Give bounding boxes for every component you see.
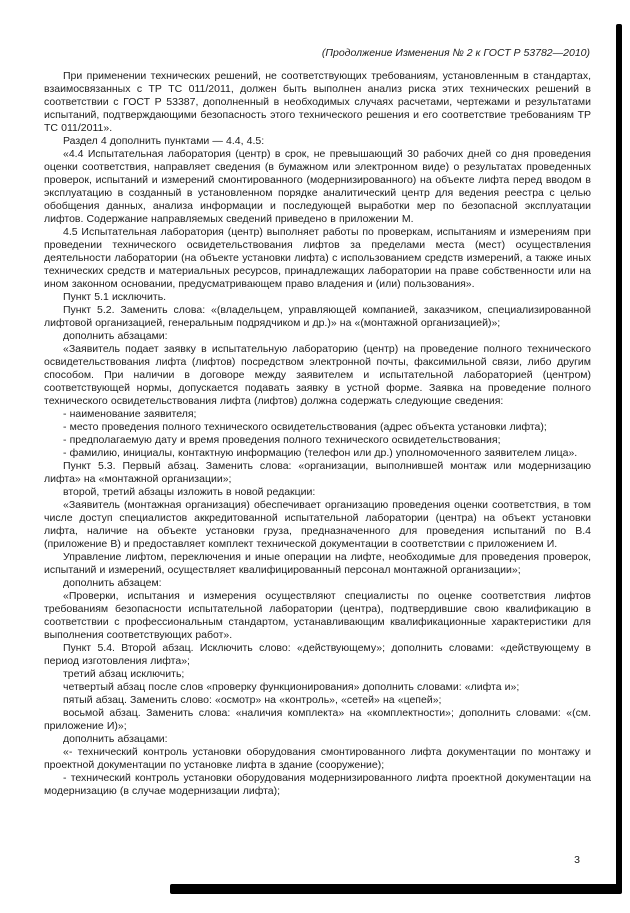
paragraph: Пункт 5.2. Заменить слова: «(владельцем, управляющей компанией, заказчиком, специализированной лифтовой организацией, генеральным подрядчиком и др.)» на «(монтажной организацией)»; bbox=[44, 304, 591, 329]
paragraph: дополнить абзацами: bbox=[63, 330, 168, 342]
paragraph: дополнить абзацем: bbox=[63, 577, 162, 589]
paragraph: Пункт 5.4. Второй абзац. Исключить слово: «действующему»; дополнить словами: «действующему в период изготовления лифта»; bbox=[44, 642, 591, 667]
paragraph: «Заявитель (монтажная организация) обеспечивает организацию проведения оценки соответствия, в том числе доступ специалистов аккредитованной испытательной лаборатории (центра) на объект установки лифта, наличие на объекте установки груза, предназначенного для проведения испытаний по В.4 (приложение В) и предоставляет комплект технической документации в соответствии с приложением И. bbox=[44, 499, 591, 550]
paragraph: Пункт 5.1 исключить. bbox=[63, 291, 167, 303]
page-number: 3 bbox=[574, 854, 580, 866]
paragraph: Раздел 4 дополнить пунктами — 4.4, 4.5: bbox=[63, 135, 265, 147]
paragraph: При применении технических решений, не соответствующих требованиям, установленным в стандартах, взаимосвязанных с ТР ТС 011/2011, должен быть выполнен анализ риска этих технических решений в соответствии с ГОСТ Р 53387, дополненный в необходимых случаях расчетами, чертежами и результатами испытаний, подтверждающими безопасность этого технического решения и его соответствие требованиям ТР ТС 011/2011». bbox=[44, 70, 591, 134]
document-body bbox=[44, 70, 591, 798]
scan-artifact-right-edge bbox=[616, 24, 622, 890]
scan-artifact-bottom-edge bbox=[170, 884, 622, 894]
paragraph: четвертый абзац после слов «проверку функционирования» дополнить словами: «лифта и»; bbox=[63, 681, 520, 693]
paragraph: Управление лифтом, переключения и иные операции на лифте, необходимые для проведения проверок, испытаний и измерений, осуществляет квалифицированный персонал монтажной организации»; bbox=[44, 551, 591, 576]
paragraph: - фамилию, инициалы, контактную информацию (телефон или др.) уполномоченного заявителем лица». bbox=[63, 447, 578, 459]
paragraph: «4.4 Испытательная лаборатория (центр) в срок, не превышающий 30 рабочих дней со дня проведения оценки соответствия, направляет сведения (в бумажном или электронном виде) о результатах проведенных проверок, испытаний и измерений смонтированного (модернизированного) на объекте лифта перед вводом в эксплуатацию в созданный в установленном порядке аналитический центр для ведения реестра с целью обобщения данных, анализа информации и последующей выработки мер по безопасной эксплуатации лифтов. Содержание направляемых сведений приведено в приложении М. bbox=[44, 148, 591, 225]
paragraph: второй, третий абзацы изложить в новой редакции: bbox=[63, 486, 316, 498]
paragraph: восьмой абзац. Заменить слова: «наличия комплекта» на «комплектности»; дополнить словами: «(см. приложение И)»; bbox=[44, 707, 591, 732]
paragraph: - технический контроль установки оборудования модернизированного лифта проектной документации на модернизацию (в случае модернизации лифта); bbox=[44, 772, 591, 797]
paragraph: дополнить абзацами: bbox=[63, 733, 168, 745]
paragraph: «Заявитель подает заявку в испытательную лабораторию (центр) на проведение полного технического освидетельствования лифта (лифтов) посредством электронной почты, факсимильной связи, либо другим способом. При наличии в договоре между заявителем и испытательной лабораторией (центром) соответствующей нормы, допускается подавать заявку в устной форме. Заявка на проведение полного технического освидетельствования лифта (лифтов) должна содержать следующие сведения: bbox=[44, 343, 591, 407]
paragraph: «- технический контроль установки оборудования смонтированного лифта документации по монтажу и проектной документации по установке лифта в здание (сооружение); bbox=[44, 746, 591, 771]
paragraph: «Проверки, испытания и измерения осуществляют специалисты по оценке соответствия лифтов требованиям безопасности испытательной лаборатории (центра), подтвердившие свою квалификацию в соответствии с профессиональным стандартом, устанавливающим квалификационные характеристики для выполнения соответствующих работ». bbox=[44, 590, 591, 641]
paragraph: третий абзац исключить; bbox=[63, 668, 185, 680]
paragraph: - место проведения полного технического освидетельствования (адрес объекта установки лифта); bbox=[63, 421, 547, 433]
paragraph: 4.5 Испытательная лаборатория (центр) выполняет работы по проверкам, испытаниям и измерениям при проведении технического освидетельствования лифтов за пределами места (мест) осуществления деятельности лаборатории (на объекте установки лифта) с использованием средств измерений, а также иных технических средств и материальных ресурсов, принадлежащих лаборатории на праве собственности или на ином законном основании, предусматривающем право владения и (или) пользования». bbox=[44, 226, 591, 290]
paragraph: Пункт 5.3. Первый абзац. Заменить слова: «организации, выполнившей монтаж или модернизацию лифта» на «монтажной организации»; bbox=[44, 460, 591, 485]
paragraph: - наименование заявителя; bbox=[63, 408, 197, 420]
paragraph: - предполагаемую дату и время проведения полного технического освидетельствования; bbox=[63, 434, 501, 446]
paragraph: пятый абзац. Заменить слово: «осмотр» на «контроль», «сетей» на «цепей»; bbox=[63, 694, 442, 706]
page-header: (Продолжение Изменения № 2 к ГОСТ Р 53782—2010) bbox=[321, 47, 590, 59]
